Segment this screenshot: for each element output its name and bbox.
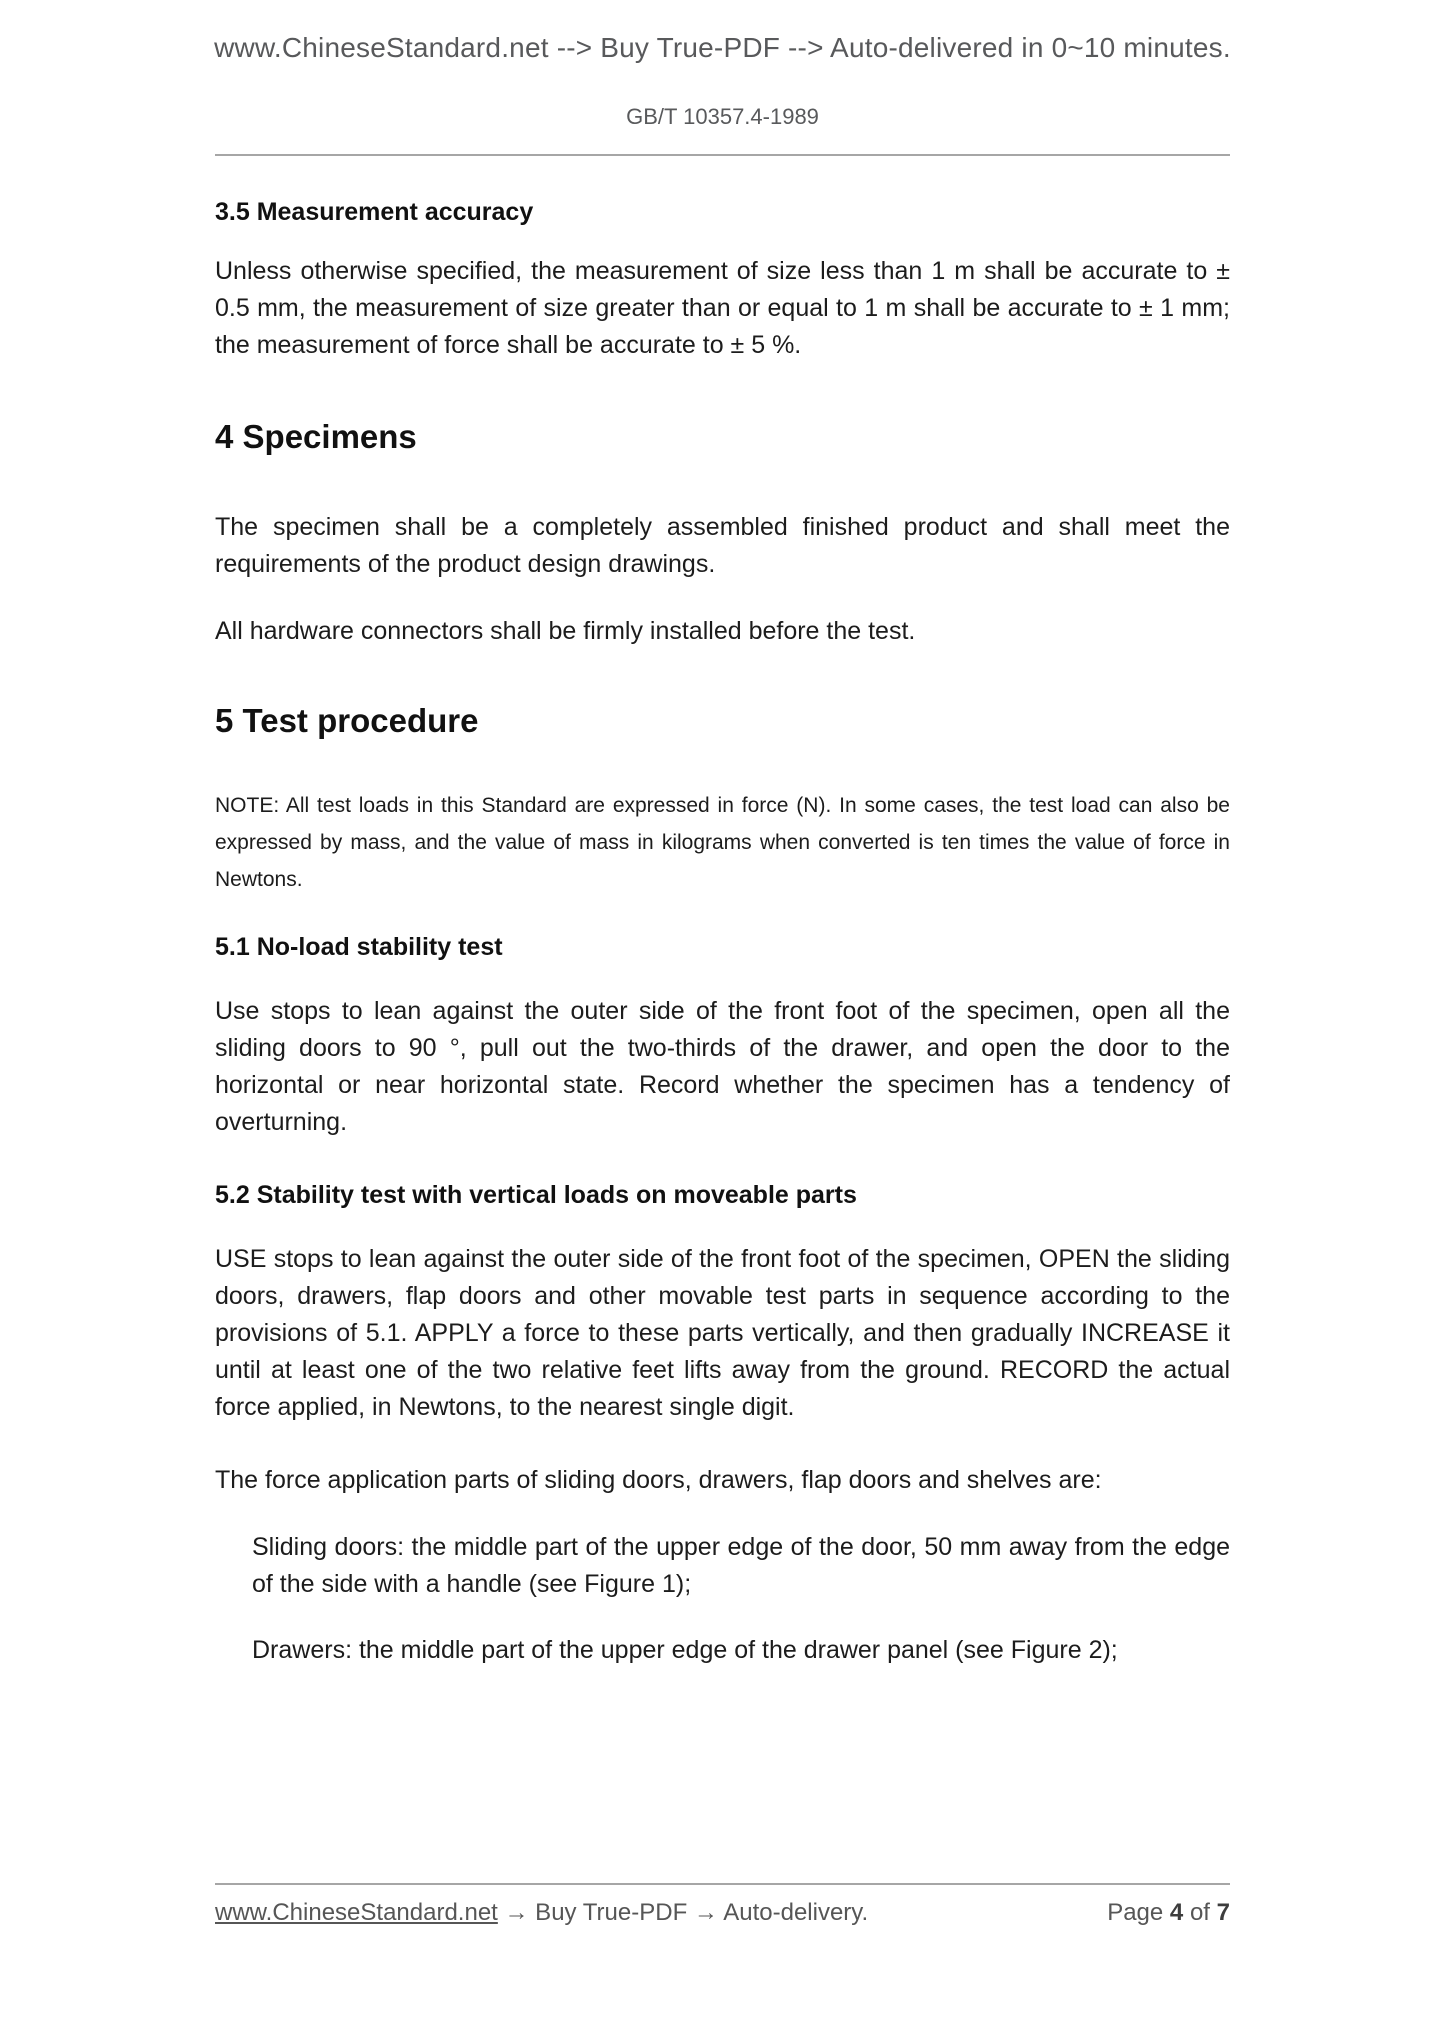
- section-4-heading: 4 Specimens: [215, 418, 417, 455]
- footer-tail-text: → Buy True-PDF → Auto-delivery.: [504, 1899, 869, 1926]
- page-header: [0, 0, 1445, 129]
- page-word: Page: [1107, 1899, 1164, 1926]
- section-4-paragraph-2: All hardware connectors shall be firmly installed before the test.: [215, 617, 916, 645]
- footer-divider: [215, 1883, 1230, 1885]
- site-banner-text: www.ChineseStandard.net --> Buy True-PDF --> Auto-delivered in 0~10 minutes.: [214, 32, 1231, 63]
- section-5-1-heading: 5.1 No-load stability test: [215, 933, 503, 961]
- page-indicator: [1107, 1899, 1230, 1927]
- section-4-paragraph-1: The specimen shall be a completely assembled finished product and shall meet the requirements of the product design drawings.: [215, 513, 1230, 578]
- section-5-1-paragraph: Use stops to lean against the outer side of the front foot of the specimen, open all the sliding doors to 90 °, pull out the two-thirds of the drawer, and open the door to the horizontal or near horizontal state. Record whether the specimen has a tendency of overturning.: [215, 997, 1230, 1136]
- footer-banner: [215, 1899, 868, 1927]
- document-body: [215, 154, 1230, 1669]
- section-5-heading: 5 Test procedure: [215, 702, 479, 739]
- page-current-number: 4: [1169, 1899, 1184, 1926]
- footer-site-link[interactable]: www.ChineseStandard.net: [215, 1899, 498, 1926]
- section-3-5-heading: 3.5 Measurement accuracy: [215, 198, 534, 226]
- page-footer: [215, 1883, 1230, 1927]
- standard-number: GB/T 10357.4-1989: [626, 104, 819, 129]
- force-application-item-drawers: Drawers: the middle part of the upper edge of the drawer panel (see Figure 2);: [252, 1636, 1118, 1664]
- section-5-note: NOTE: All test loads in this Standard are expressed in force (N). In some cases, the test load can also be expressed by mass, and the value of mass in kilograms when converted is ten times the value of force in Newtons.: [215, 794, 1230, 891]
- of-word: of: [1189, 1899, 1210, 1926]
- section-5-2-heading: 5.2 Stability test with vertical loads on moveable parts: [215, 1181, 857, 1209]
- section-3-5-paragraph: Unless otherwise specified, the measurement of size less than 1 m shall be accurate to ± 0.5 mm, the measurement of size greater than or equal to 1 m shall be accurate to ± 1 mm; the measurement of force shall be accurate to ± 5 %.: [215, 257, 1230, 359]
- header-divider: [215, 154, 1230, 156]
- force-application-item-sliding-doors: Sliding doors: the middle part of the upper edge of the door, 50 mm away from the edge of the side with a handle (see Figure 1);: [252, 1533, 1230, 1598]
- section-5-2-paragraph-2: The force application parts of sliding doors, drawers, flap doors and shelves are:: [215, 1466, 1102, 1494]
- page-total-number: 7: [1216, 1899, 1230, 1926]
- section-5-2-paragraph: USE stops to lean against the outer side of the front foot of the specimen, OPEN the sliding doors, drawers, flap doors and other movable test parts in sequence according to the provisions of 5.1. APPLY a force to these parts vertically, and then gradually INCREASE it until at least one of the two relative feet lifts away from the ground. RECORD the actual force applied, in Newtons, to the nearest single digit.: [215, 1245, 1230, 1421]
